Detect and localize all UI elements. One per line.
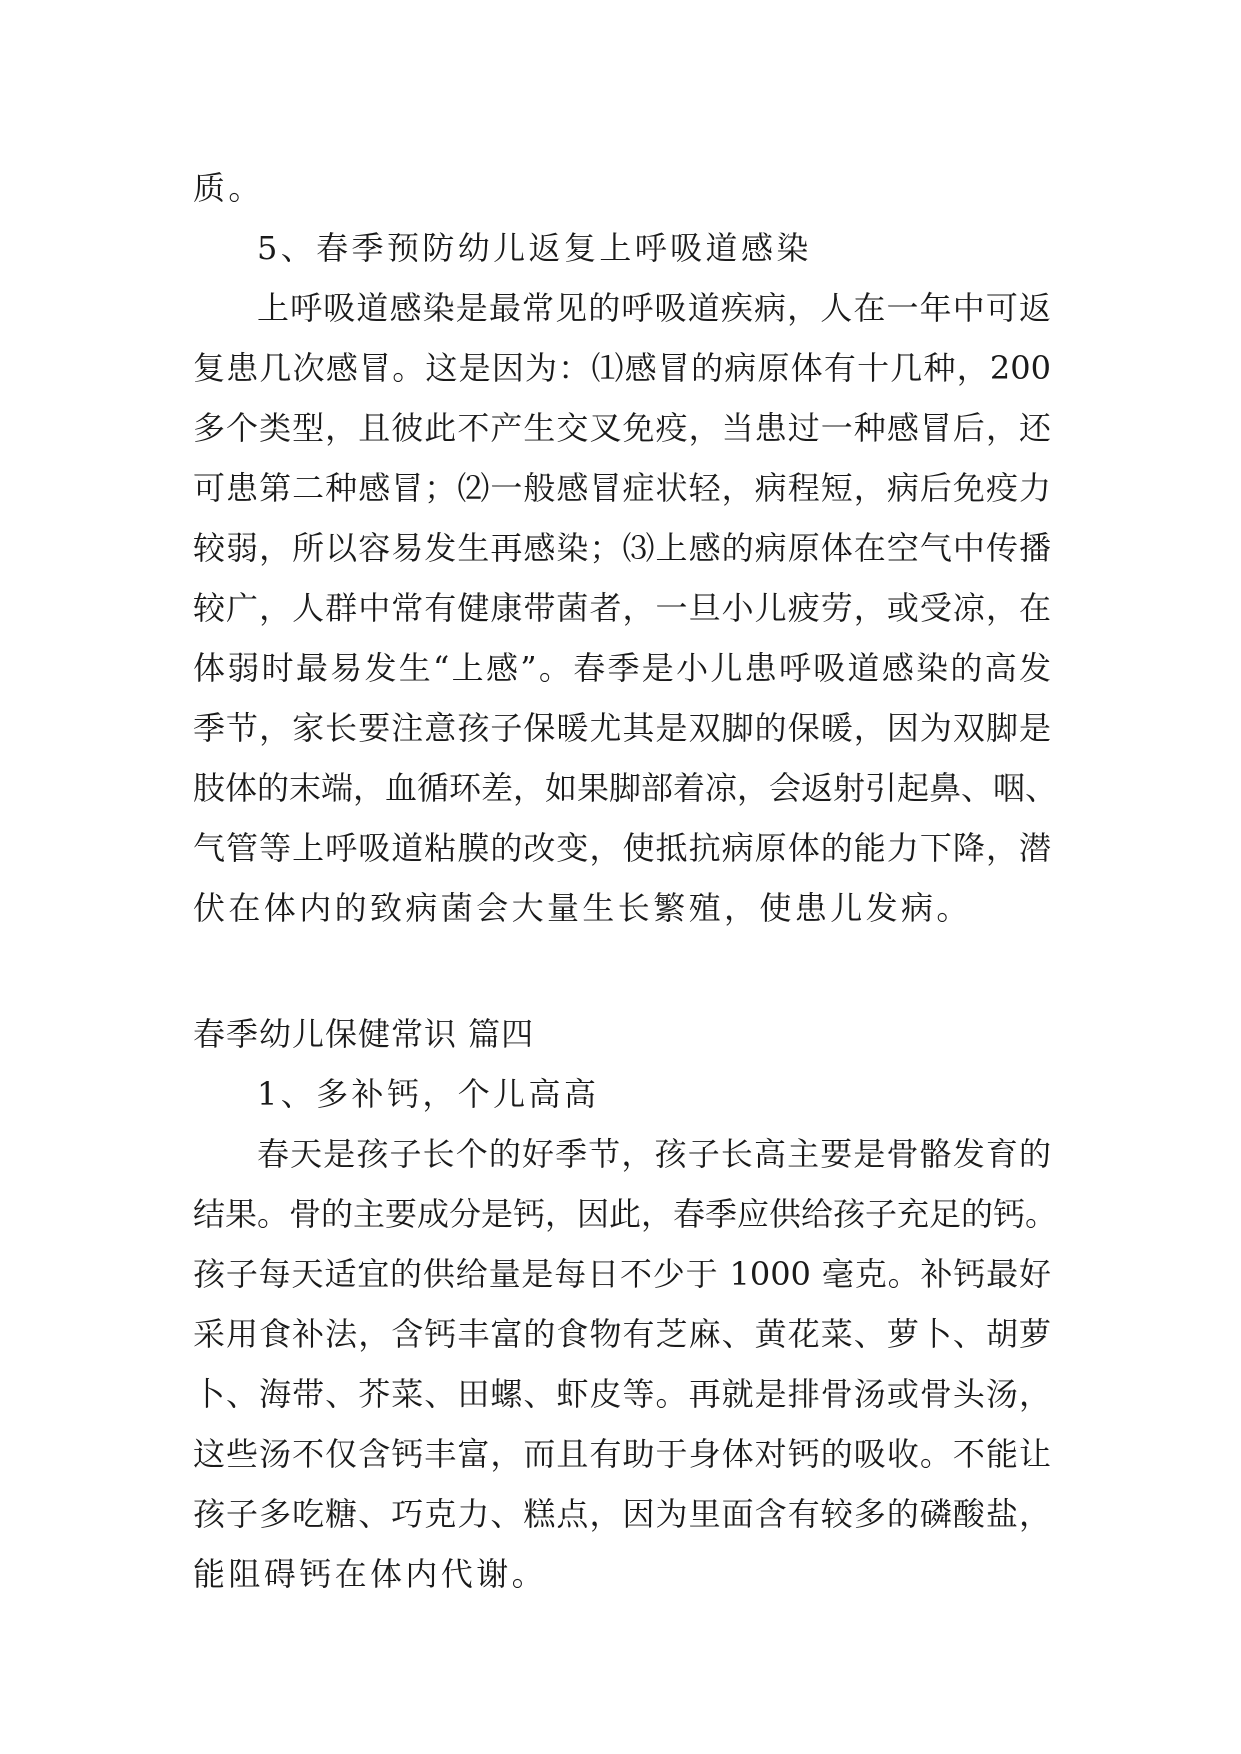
body-line: 较弱，所以容易发生再感染；⑶上感的病原体在空气中传播 [193,529,1051,567]
body-line: 较广，人群中常有健康带菌者，一旦小儿疲劳，或受凉，在 [193,589,1051,627]
paragraph-tail: 质。 [193,169,264,207]
body-line: 结果。骨的主要成分是钙，因此，春季应供给孩子充足的钙。 [193,1195,1058,1233]
body-line: 采用食补法，含钙丰富的食物有芝麻、黄花菜、萝卜、胡萝 [193,1315,1051,1353]
section-heading-1: 1、多补钙，个儿高高 [257,1075,600,1113]
body-line-last: 能阻碍钙在体内代谢。 [193,1555,548,1593]
body-line: 孩子多吃糖、巧克力、糕点，因为里面含有较多的磷酸盐， [193,1495,1051,1533]
body-line: 孩子每天适宜的供给量是每日不少于 1000 毫克。补钙最好 [193,1255,1051,1293]
section-heading-5: 5、春季预防幼儿返复上呼吸道感染 [257,229,812,267]
document-page [193,158,1058,1604]
section-title-part-four: 春季幼儿保健常识 篇四 [193,1015,535,1053]
body-line: 季节，家长要注意孩子保暖尤其是双脚的保暖，因为双脚是 [193,709,1051,747]
body-line: 多个类型，且彼此不产生交叉免疫，当患过一种感冒后，还 [193,409,1051,447]
body-line: 上呼吸道感染是最常见的呼吸道疾病，人在一年中可返 [257,289,1051,327]
body-line-last: 伏在体内的致病菌会大量生长繁殖，使患儿发病。 [193,889,972,927]
body-line: 肢体的末端，血循环差，如果脚部着凉，会返射引起鼻、咽、 [193,769,1058,807]
body-line: 春天是孩子长个的好季节，孩子长高主要是骨骼发育的 [257,1135,1051,1173]
body-line: 气管等上呼吸道粘膜的改变，使抵抗病原体的能力下降，潜 [193,829,1051,867]
body-line: 卜、海带、芥菜、田螺、虾皮等。再就是排骨汤或骨头汤， [193,1375,1051,1413]
body-line: 体弱时最易发生“上感”。春季是小儿患呼吸道感染的高发 [193,649,1051,687]
body-line: 可患第二种感冒；⑵一般感冒症状轻，病程短，病后免疫力 [193,469,1051,507]
body-line: 这些汤不仅含钙丰富，而且有助于身体对钙的吸收。不能让 [193,1435,1051,1473]
body-line: 复患几次感冒。这是因为：⑴感冒的病原体有十几种，200 [193,349,1051,387]
